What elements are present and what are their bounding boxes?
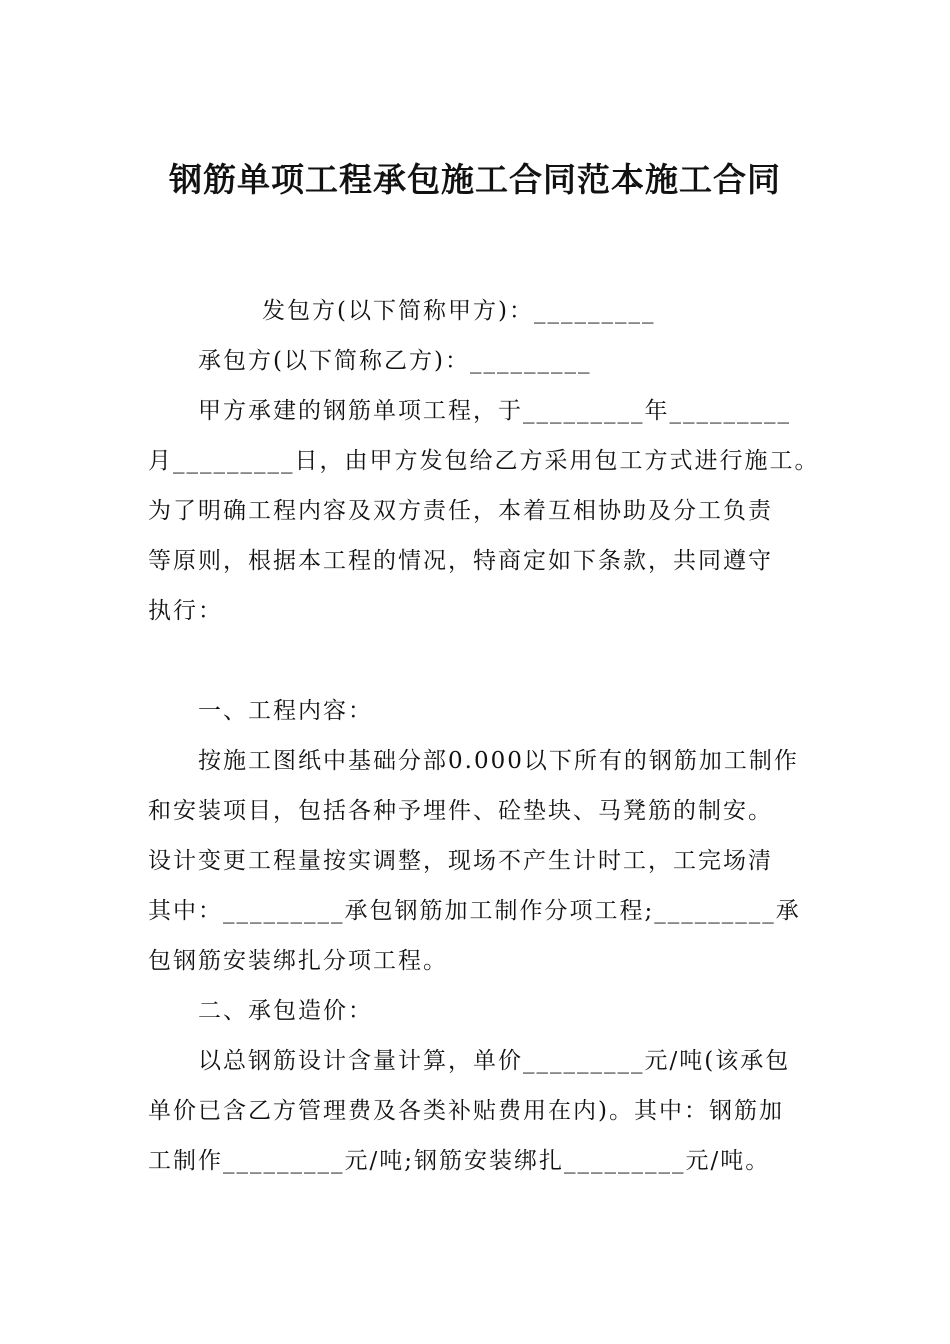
document-title: 钢筋单项工程承包施工合同范本施工合同 <box>169 160 781 199</box>
section-1-line-3: 设计变更工程量按实调整，现场不产生计时工，工完场清 <box>148 848 773 874</box>
section-1-line-5: 包钢筋安装绑扎分项工程。 <box>148 948 448 974</box>
intro-line-4: 等原则，根据本工程的情况，特商定如下条款，共同遵守 <box>148 548 773 574</box>
intro-line-1: 甲方承建的钢筋单项工程，于_________年_________ <box>198 398 791 424</box>
section-1-line-4: 其中：_________承包钢筋加工制作分项工程;_________承 <box>148 898 801 924</box>
section-1-line-1: 按施工图纸中基础分部0.000以下所有的钢筋加工制作 <box>198 748 799 774</box>
section-1-heading: 一、工程内容： <box>198 698 373 724</box>
intro-line-5: 执行： <box>148 598 223 624</box>
section-2-line-1: 以总钢筋设计含量计算，单价_________元/吨(该承包 <box>198 1048 791 1074</box>
intro-line-3: 为了明确工程内容及双方责任，本着互相协助及分工负责 <box>148 498 773 524</box>
section-2-line-2: 单价已含乙方管理费及各类补贴费用在内)。其中：钢筋加 <box>148 1098 784 1124</box>
section-2-line-3: 工制作_________元/吨;钢筋安装绑扎_________元/吨。 <box>148 1148 771 1174</box>
intro-line-2: 月_________日，由甲方发包给乙方采用包工方式进行施工。 <box>148 448 820 474</box>
section-1-line-2: 和安装项目，包括各种予埋件、砼垫块、马凳筋的制安。 <box>148 798 773 824</box>
party-a-line: 发包方(以下简称甲方)：_________ <box>262 298 656 324</box>
section-2-heading: 二、承包造价： <box>198 998 373 1024</box>
party-b-line: 承包方(以下简称乙方)：_________ <box>198 348 592 374</box>
